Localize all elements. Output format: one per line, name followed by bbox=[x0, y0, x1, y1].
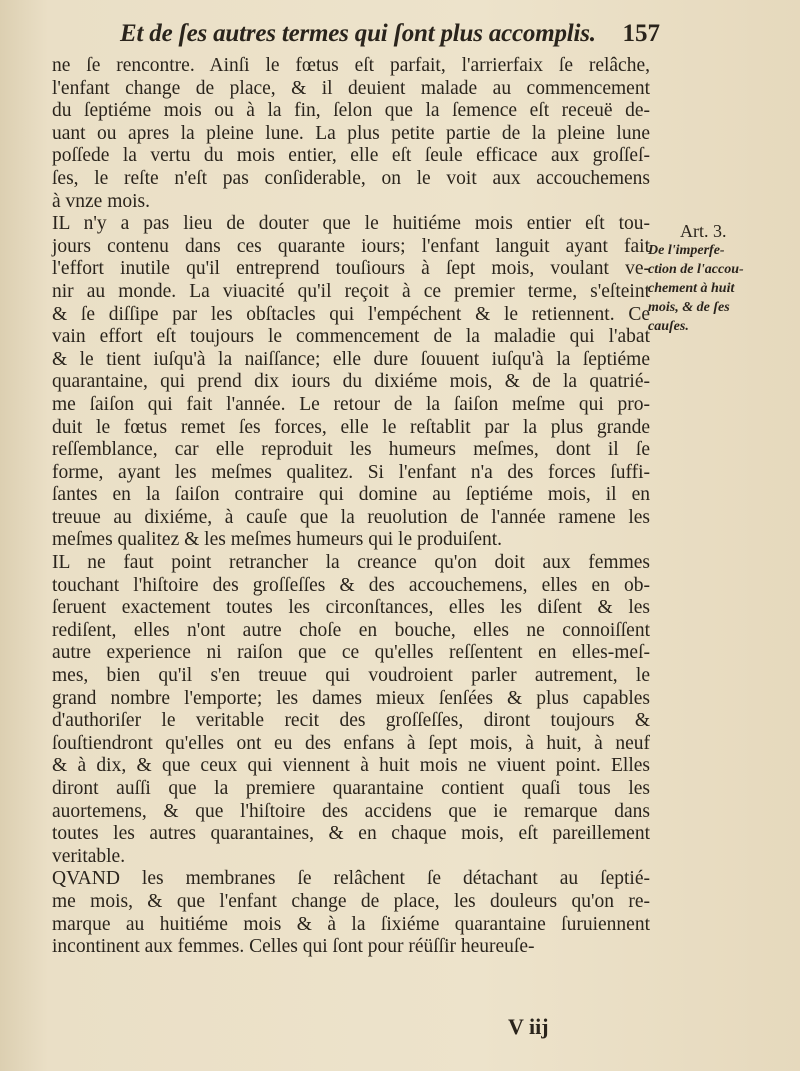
text-line: d'authoriſer le veritable recit des groſſeſſes, diront toujours & bbox=[52, 710, 650, 732]
text-line: uant ou apres la pleine lune. La plus petite partie de la pleine lune bbox=[52, 122, 650, 144]
text-line: ſes, le reſte n'eſt pas conſiderable, on le voit aux accouchemens bbox=[52, 167, 650, 189]
text-line: me ſaiſon qui fait l'année. Le retour de la ſaiſon meſme qui pro- bbox=[52, 393, 650, 415]
text-line: meſmes qualitez & les meſmes humeurs qui le produiſent. bbox=[52, 529, 503, 551]
text-line: IL n'y a pas lieu de douter que le huitiéme mois entier eſt tou- bbox=[52, 213, 650, 235]
text-line: & le tient iuſqu'à la naiſſance; elle dure ſouuent iuſqu'à la ſeptiéme bbox=[52, 348, 650, 370]
text-line: poſſede la vertu du mois entier, elle eſt ſeule efficace aux groſſeſ- bbox=[52, 145, 650, 167]
text-line: reſſemblance, car elle reproduit les humeurs meſmes, dont il ſe bbox=[52, 439, 650, 461]
body-text bbox=[52, 55, 650, 959]
text-line: duit le fœtus remet ſes forces, elle le reſtablit par la plus grande bbox=[52, 416, 650, 438]
text-line: marque au huitiéme mois & à la ſixiéme quarantaine ſuruiennent bbox=[52, 913, 650, 935]
text-line: autre experience ni raiſon que ce qu'elles reſſentent en elles-meſ- bbox=[52, 642, 650, 664]
article-label: Art. 3. bbox=[680, 221, 727, 241]
text-line: quarantaine, qui prend dix iours du dixiéme mois, & de la quatrié- bbox=[52, 371, 650, 393]
text-line: incontinent aux femmes. Celles qui ſont pour réüſſir heureuſe- bbox=[52, 936, 535, 958]
text-line: me mois, & que l'enfant change de place, les douleurs qu'on re- bbox=[52, 890, 650, 912]
paragraph-4 bbox=[52, 868, 650, 958]
text-line: toutes les autres quarantaines, & en chaque mois, eſt pareillement bbox=[52, 823, 650, 845]
text-line: QVAND les membranes ſe relâchent ſe détachant au ſeptié- bbox=[52, 868, 650, 890]
text-line: & à dix, & que ceux qui viennent à huit mois ne viuent point. Elles bbox=[52, 755, 650, 777]
margin-note-line: chement à huit bbox=[648, 281, 735, 296]
paragraph-1 bbox=[52, 55, 650, 213]
text-line: ſeruent exactement toutes les circonſtances, elles les diſent & les bbox=[52, 597, 650, 619]
page-number: 157 bbox=[622, 20, 660, 47]
text-line: l'enfant change de place, & il deuient malade au commencement bbox=[52, 77, 650, 99]
text-line: veritable. bbox=[52, 845, 126, 867]
margin-note bbox=[648, 222, 788, 336]
text-line: grand nombre l'emporte; les dames mieux ſenſées & plus capables bbox=[52, 687, 650, 709]
text-line: diront auſſi que la premiere quarantaine contient quaſi tous les bbox=[52, 778, 650, 799]
paragraph-2 bbox=[52, 213, 650, 552]
text-line: ne ſe rencontre. Ainſi le fœtus eſt parfait, l'arrierfaix ſe relâche, bbox=[52, 55, 650, 76]
text-line: l'effort inutile qu'il entreprend touſiours à ſept mois, voulant ve- bbox=[52, 258, 650, 280]
text-line: à vnze mois. bbox=[52, 190, 151, 212]
text-line: ſantes en la ſaiſon contraire qui domine au ſeptiéme mois, il en bbox=[52, 484, 650, 506]
signature-mark: V iij bbox=[508, 1014, 549, 1039]
running-head: Et de ſes autres termes qui ſont plus accomplis. bbox=[120, 20, 596, 47]
text-line: jours contenu dans ces quarante iours; l'enfant languit ayant fait bbox=[52, 235, 650, 257]
text-line: treuue au dixiéme, à cauſe que la reuolution de l'année ramene les bbox=[52, 506, 650, 528]
text-line: touchant l'hiſtoire des groſſeſſes & des accouchemens, elles en ob- bbox=[52, 574, 650, 596]
text-line: ſouſtiendront qu'elles ont eu des enfans à ſept mois, à huit, à neuf bbox=[52, 732, 650, 754]
margin-note-line: ction de l'accou- bbox=[648, 262, 744, 277]
paragraph-3 bbox=[52, 552, 650, 868]
text-line: mes, bien qu'il s'en treuue qui voudroient parler autrement, le bbox=[52, 665, 650, 687]
page-header bbox=[120, 20, 660, 54]
margin-note-line: De l'imperfe- bbox=[648, 243, 725, 258]
margin-note-line: mois, & de ſes bbox=[648, 300, 730, 315]
text-line: IL ne faut point retrancher la creance qu'on doit aux femmes bbox=[52, 552, 650, 574]
text-line: nir au monde. La viuacité qu'il reçoit à ce premier terme, s'eſteint bbox=[52, 280, 650, 302]
text-line: vain effort eſt toujours le commencement de la maladie qui l'abat bbox=[52, 326, 650, 348]
text-line: forme, ayant les meſmes qualitez. Si l'enfant n'a des forces ſuffi- bbox=[52, 461, 650, 483]
margin-note-line: cauſes. bbox=[648, 319, 689, 334]
text-line: auortemens, & que l'hiſtoire des accidens que ie remarque dans bbox=[52, 800, 650, 822]
text-line: & ſe diſſipe par les obſtacles qui l'empéchent & le retiennent. Ce bbox=[52, 303, 650, 325]
text-line: du ſeptiéme mois ou à la fin, ſelon que la ſemence eſt receuë de- bbox=[52, 100, 650, 122]
margin-note-text bbox=[648, 241, 788, 336]
text-line: rediſent, elles n'ont autre choſe en bouche, elles ne connoiſſent bbox=[52, 619, 650, 641]
